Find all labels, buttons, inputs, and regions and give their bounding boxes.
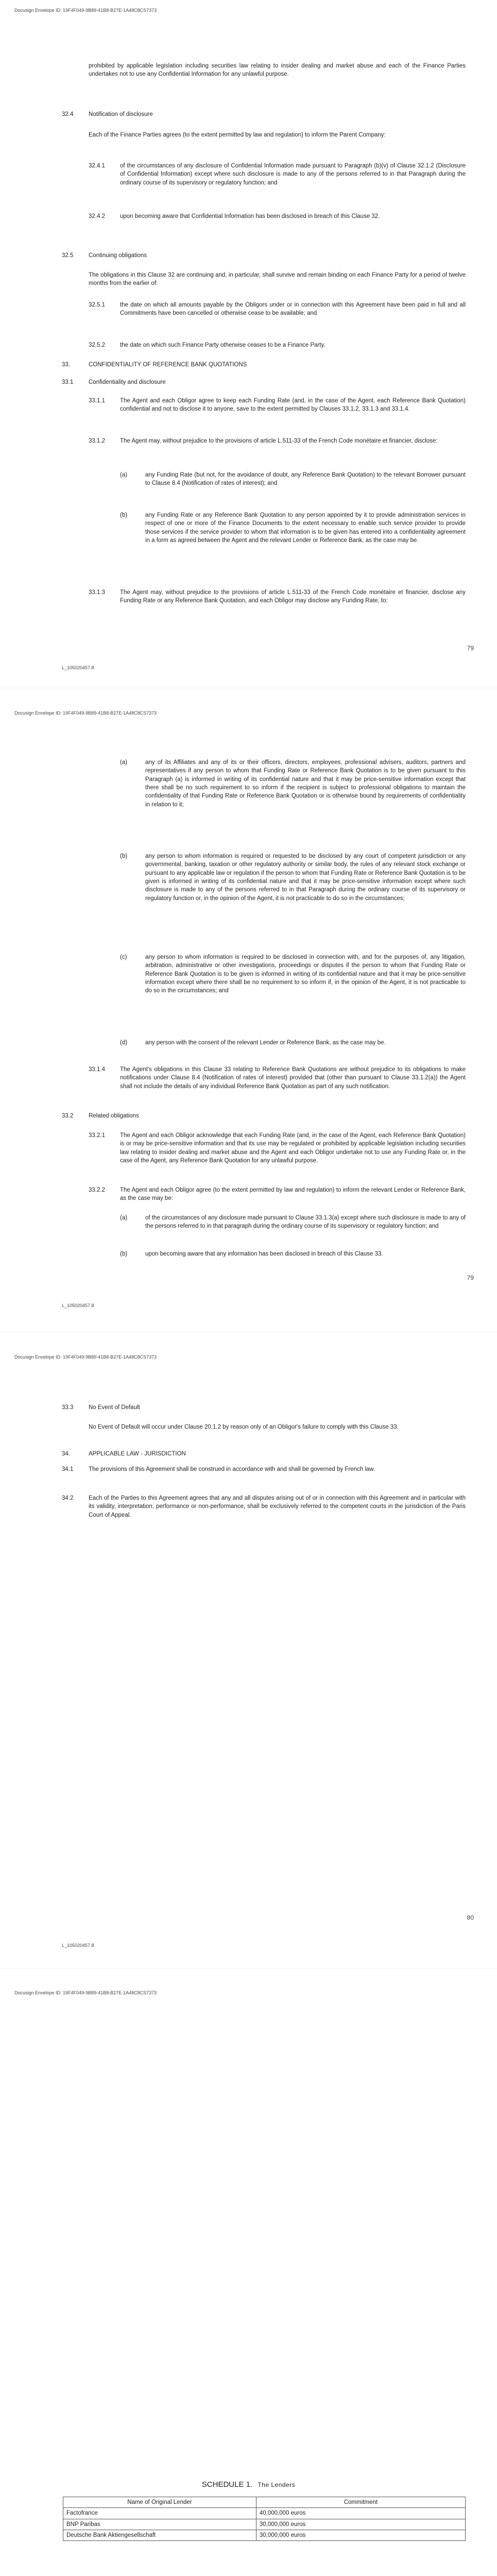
clause-33-2-2-text: The Agent and each Obligor agree (to the extent permitted by law and regulation) to inform the relevant Lender or Reference Bank, as the case may be: <box>120 1187 466 1202</box>
lender-name: Deutsche Bank Aktiengesellschaft <box>63 2530 256 2540</box>
clause-33-1-3-d-number: (d) <box>120 1040 128 1046</box>
clause-33-2-2-b-number: (b) <box>120 1251 128 1257</box>
clause-33-1-3-text: The Agent may, without prejudice to the provisions of article L.511-33 of the French Code monétaire et financier, disclose any Funding Rate or any Reference Bank Quotation, and each Obligor may disclose any Funding Rate, to: <box>120 589 466 604</box>
doc-reference: L_105020457.8 <box>62 1943 94 1948</box>
doc-reference: L_105020457.8 <box>62 1303 94 1308</box>
lenders-table <box>63 2497 466 2541</box>
clause-32-5-2-number: 32.5.2 <box>89 342 105 348</box>
clause-33-3-number: 33.3 <box>62 1404 74 1411</box>
clause-33-1-2-number: 33.1.2 <box>89 438 105 444</box>
clause-34-2-number: 34.2 <box>62 1495 74 1501</box>
clause-34-2-text: Each of the Parties to this Agreement agrees that any and all disputes arising out of or in connection with this Agreement and in particular with its validity, interpretation, performance or non-performance, shall be exclusively referred to the competent courts in the jurisdiction of the Paris Court of Appeal. <box>89 1495 466 1518</box>
clause-32-4-2-number: 32.4.2 <box>89 213 105 219</box>
clause-33-title: CONFIDENTIALITY OF REFERENCE BANK QUOTATIONS <box>89 362 247 368</box>
clause-33-2-1-number: 33.2.1 <box>89 1132 105 1139</box>
page-number: 79 <box>467 645 474 652</box>
clause-33-3-title: No Event of Default <box>89 1404 140 1411</box>
clause-33-2-title: Related obligations <box>89 1113 139 1119</box>
schedule-title <box>0 2479 497 2490</box>
table-row <box>63 2530 466 2540</box>
clause-33-1-3-c-text: any person to whom information is required to be disclosed in connection with, and for the purposes of, any litigation, arbitration, administrative or other investigations, proceedings or disputes if the person to whom that Funding Rate or Reference Bank Quotation is to be given is informed in writing of its confidential nature and that it may be price-sensitive information except where there shall be no requirement to so inform if, in the opinion of the Agent, it is not practicable to do so in the circumstances; and <box>145 954 466 994</box>
clause-33-1-3-d-text: any person with the consent of the relevant Lender or Reference Bank, as the case may be. <box>145 1040 386 1046</box>
clause-33-1-3-c-number: (c) <box>120 954 127 960</box>
clause-33-1-2-a-number: (a) <box>120 472 128 478</box>
table-header-row <box>63 2497 466 2508</box>
clause-32-4-2-text: upon becoming aware that Confidential Information has been disclosed in breach of this Clause 32. <box>120 213 380 219</box>
clause-33-1-3-a-number: (a) <box>120 759 128 766</box>
clause-33-2-1-text: The Agent and each Obligor acknowledge that each Funding Rate (and, in the case of the Agent, each Reference Bank Quotation) is or may be price-sensitive information and that its use may be regulated or prohibited by applicable legislation including securities law relating to insider dealing and market abuse and the Agent and each Obligor undertake not to use any Funding Rate or, in the case of the Agent, any Reference Bank Quotation for any unlawful purpose. <box>120 1132 466 1164</box>
clause-33-1-3-a-text: any of its Affiliates and any of its or their officers, directors, employees, professional advisers, auditors, partners and representatives if any person to whom that Funding Rate or Reference Bank Quotation is to be given pursuant to this Paragraph (a) is informed in writing of its confidential nature and that it may be price-sensitive information except that there shall be no such requirement to so inform if the recipient is subject to professional obligations to maintain the confidentiality of that Funding Rate or Reference Bank Quotation or is otherwise bound by requirements of confidentiality in relation to it; <box>145 759 466 808</box>
envelope-id: Docusign Envelope ID: 19F4F049-9B89-41B8-B27E-1A48C8CS7373 <box>14 1354 157 1360</box>
page-number: 80 <box>467 1914 474 1921</box>
intro-paragraph: prohibited by applicable legislation including securities law relating to insider dealing and market abuse and each of the Finance Parties undertakes not to use any Confidential Information for any unlawful purpose. <box>89 63 466 78</box>
clause-34-1-number: 34.1 <box>62 1466 74 1472</box>
table-row <box>63 2508 466 2519</box>
clause-33-1-1-number: 33.1.1 <box>89 398 105 404</box>
lender-name: BNP Paribas <box>63 2519 256 2530</box>
clause-33-2-2-a-text: of the circumstances of any disclosure made pursuant to Clause 33.1.3(a) except where such disclosure is made to any of the persons referred to in that paragraph during the ordinary course of its supervisory or regulatory function; and <box>145 1215 466 1230</box>
clause-34-number: 34. <box>62 1451 70 1457</box>
clause-33-1-3-b-number: (b) <box>120 853 128 859</box>
lender-commitment: 30,000,000 euros <box>256 2519 465 2530</box>
envelope-id: Docusign Envelope ID: 19F4F049-9B89-41B8-B27E-1A48C8CS7373 <box>14 1990 157 1995</box>
clause-33-2-2-a-number: (a) <box>120 1215 128 1221</box>
clause-33-2-number: 33.2 <box>62 1113 74 1119</box>
clause-32-4-number: 32.4 <box>62 111 74 117</box>
clause-32-4-body: Each of the Finance Parties agrees (to the extent permitted by law and regulation) to inform the Parent Company: <box>89 132 386 138</box>
clause-32-5-number: 32.5 <box>62 252 74 259</box>
page-separator <box>0 1968 497 1969</box>
lender-commitment: 30,000,000 euros <box>256 2530 465 2540</box>
clause-33-1-2-b-number: (b) <box>120 512 128 518</box>
clause-33-1-1-text: The Agent and each Obligor agree to keep each Funding Rate (and, in the case of the Agent, each Reference Bank Quotation) confidential and not to disclose it to anyone, save to the extent permitted by Clauses 33.1.2, 33.1.3 and 33.1.4. <box>120 398 466 413</box>
schedule-title-sub: The Lenders <box>258 2481 296 2488</box>
doc-reference: L_105020457.8 <box>62 665 94 670</box>
lender-commitment: 40,000,000 euros <box>256 2508 465 2519</box>
clause-33-1-3-number: 33.1.3 <box>89 589 105 596</box>
clause-32-4-1-text: of the circumstances of any disclosure of Confidential Information made pursuant to Paragraph (b)(v) of Clause 32.1.2 (Disclosure of Confidential Information) except where such disclosure is made to any of the persons referred to in that Paragraph during the ordinary course of its supervisory or regulatory function; and <box>120 163 466 186</box>
clause-32-5-body: The obligations in this Clause 32 are continuing and, in particular, shall survive and remain binding on each Finance Party for a period of twelve months from the earlier of: <box>89 272 466 287</box>
clause-32-4-title: Notification of disclosure <box>89 111 153 117</box>
clause-33-3-body: No Event of Default will occur under Clause 20.1.2 by reason only of an Obligor's failure to comply with this Clause 33. <box>89 1424 399 1430</box>
clause-33-1-3-b-text: any person to whom information is required or requested to be disclosed by any court of competent jurisdiction or any governmental, banking, taxation or other regulatory authority or similar body, the rules of any relevant stock exchange or pursuant to any applicable law or regulation if the person to whom that Funding Rate or Reference Bank Quotation is to be given is informed in writing of its confidential nature and that it may be price-sensitive information except where such disclosure is made to any of the persons referred to in that Paragraph during the ordinary course of its supervisory or regulatory function or, in the opinion of the Agent, it is not practicable to do so in the circumstances; <box>145 853 466 902</box>
clause-32-5-title: Continuing obligations <box>89 252 147 259</box>
clause-34-1-text: The provisions of this Agreement shall be construed in accordance with and shall be governed by French law. <box>89 1466 375 1472</box>
table-row <box>63 2519 466 2530</box>
envelope-id: Docusign Envelope ID: 19F4F049-9B89-41B8-B27E-1A48C8CS7373 <box>14 710 157 716</box>
clause-32-5-1-text: the date on which all amounts payable by the Obligors under or in connection with this Agreement have been paid in full and all Commitments have been cancelled or otherwise cease to be available; and <box>120 302 466 317</box>
page-number: 79 <box>467 1274 474 1281</box>
clause-33-1-2-text: The Agent may, without prejudice to the provisions of article L.511-33 of the French Code monétaire et financier, disclose: <box>120 438 438 444</box>
clause-33-1-2-a-text: any Funding Rate (but not, for the avoidance of doubt, any Reference Bank Quotation) to the relevant Borrower pursuant to Clause 8.4 (Notification of rates of interest); and <box>145 472 466 487</box>
clause-33-1-title: Confidentiality and disclosure <box>89 379 166 385</box>
clause-34-title: APPLICABLE LAW - JURISDICTION <box>89 1451 186 1457</box>
schedule-title-main: SCHEDULE 1. <box>201 2480 253 2489</box>
clause-33-1-4-number: 33.1.4 <box>89 1066 105 1073</box>
clause-33-1-2-b-text: any Funding Rate or any Reference Bank Quotation to any person appointed by it to provide administration services in respect of one or more of the Finance Documents to the extent necessary to enable such service provider to provide those services if the service provider to whom that information is to be given has entered into a confidentiality agreement in a form as agreed between the Agent and the relevant Lender or Reference Bank, as the case may be. <box>145 512 466 544</box>
clause-33-2-2-number: 33.2.2 <box>89 1187 105 1193</box>
clause-33-1-number: 33.1 <box>62 379 74 385</box>
clause-32-5-2-text: the date on which such Finance Party otherwise ceases to be a Finance Party. <box>120 342 325 348</box>
clause-33-1-4-text: The Agent's obligations in this Clause 33 relating to Reference Bank Quotations are without prejudice to its obligations to make notifications under Clause 8.4 (Notification of rates of interest) provided that (other than pursuant to Clause 33.1.2(a)) the Agent shall not include the details of any individual Reference Bank Quotation as part of any such notification. <box>120 1066 466 1090</box>
col-header-lender: Name of Original Lender <box>63 2497 256 2508</box>
lender-name: Factofrance <box>63 2508 256 2519</box>
envelope-id: Docusign Envelope ID: 19F4F049-9B89-41B8-B27E-1A48C8CS7373 <box>14 8 157 13</box>
clause-32-5-1-number: 32.5.1 <box>89 302 105 308</box>
clause-33-2-2-b-text: upon becoming aware that any information has been disclosed in breach of this Clause 33. <box>145 1251 383 1257</box>
clause-32-4-1-number: 32.4.1 <box>89 163 105 169</box>
col-header-commitment: Commitment <box>256 2497 465 2508</box>
clause-33-number: 33. <box>62 362 70 368</box>
